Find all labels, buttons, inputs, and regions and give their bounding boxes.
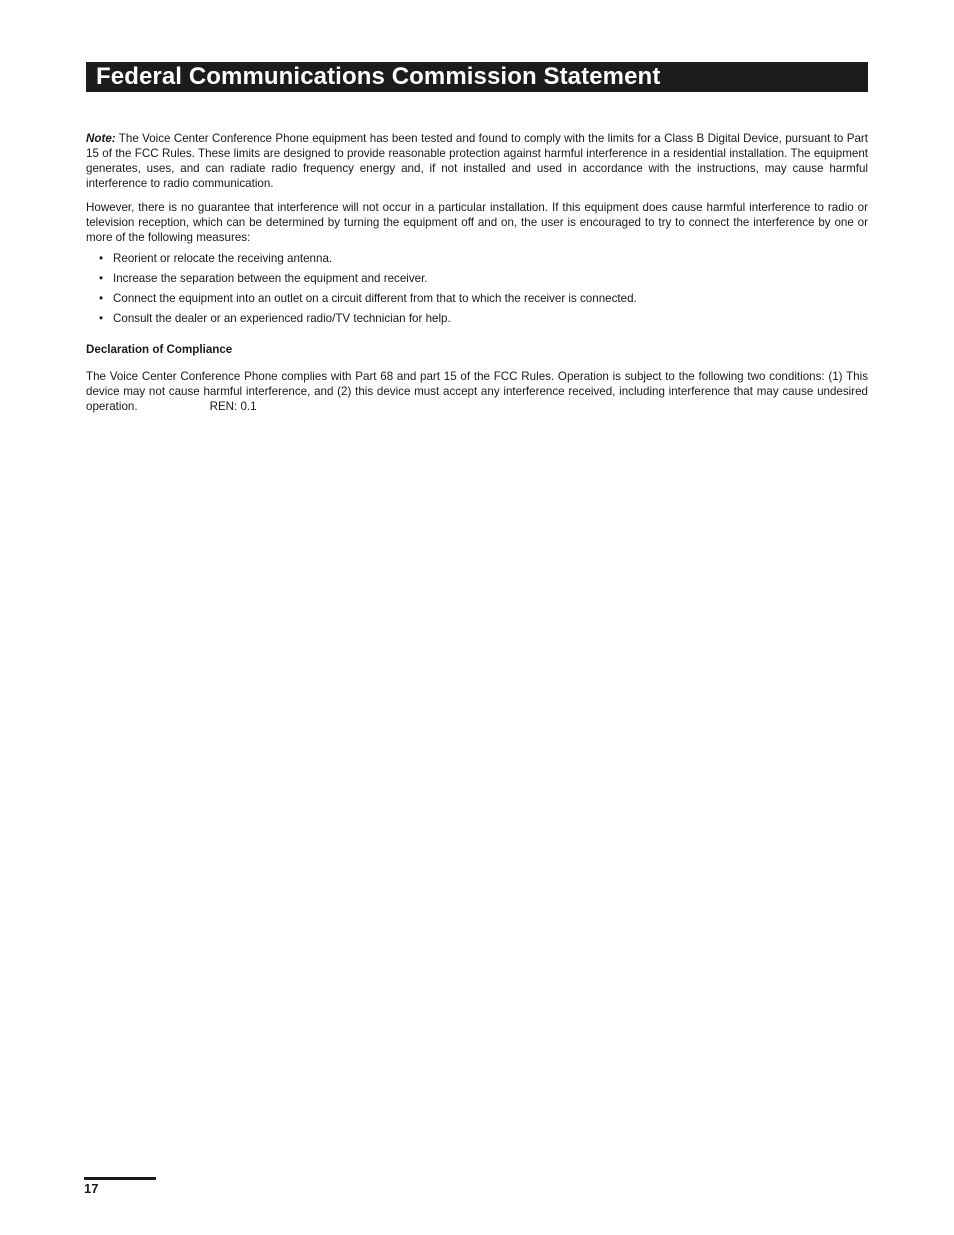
measures-list [86,251,868,326]
declaration-paragraph [86,369,868,414]
bullet-icon: • [99,292,104,305]
list-item [99,291,868,306]
note-paragraph [86,131,868,191]
measure-text: Reorient or relocate the receiving antenna. [113,252,333,265]
list-item [99,251,868,266]
measure-text: Increase the separation between the equipment and receiver. [113,272,428,285]
measure-text: Connect the equipment into an outlet on a circuit different from that to which the receiver is connected. [113,292,637,305]
title-bar [86,62,868,92]
bullet-icon: • [99,272,104,285]
note-text: The Voice Center Conference Phone equipment has been tested and found to comply with the limits for a Class B Digital Device, pursuant to Part 15 of the FCC Rules. These limits are designed to provide reasonable protection against harmful interference in a residential installation. The equipment generates, uses, and can radiate radio frequency energy and, if not installed and used in accordance with the instructions, may cause harmful interference to radio communication. [86,132,868,190]
bullet-icon: • [99,252,104,265]
footer-rule [84,1177,156,1180]
list-item [99,271,868,286]
declaration-heading: Declaration of Compliance [86,343,233,356]
document-body [86,131,868,414]
interference-paragraph: However, there is no guarantee that interference will not occur in a particular installation. If this equipment does cause harmful interference to radio or television reception, which can be determined by turning the equipment off and on, the user is encouraged to try to connect the interference by one or more of the following measures: [86,201,868,244]
measure-text: Consult the dealer or an experienced radio/TV technician for help. [113,312,451,325]
bullet-icon: • [99,312,104,325]
list-item [99,311,868,326]
page-number: 17 [84,1181,99,1196]
page-title: Federal Communications Commission Statement [96,63,661,90]
ren-value: REN: 0.1 [209,400,257,413]
note-label: Note: [86,132,116,145]
declaration-text: The Voice Center Conference Phone complies with Part 68 and part 15 of the FCC Rules. Operation is subject to the following two conditions: (1) This device may not cause harmful interference, and (2) this device must accept any interference received, including interference that may cause undesired operation. [86,370,868,413]
